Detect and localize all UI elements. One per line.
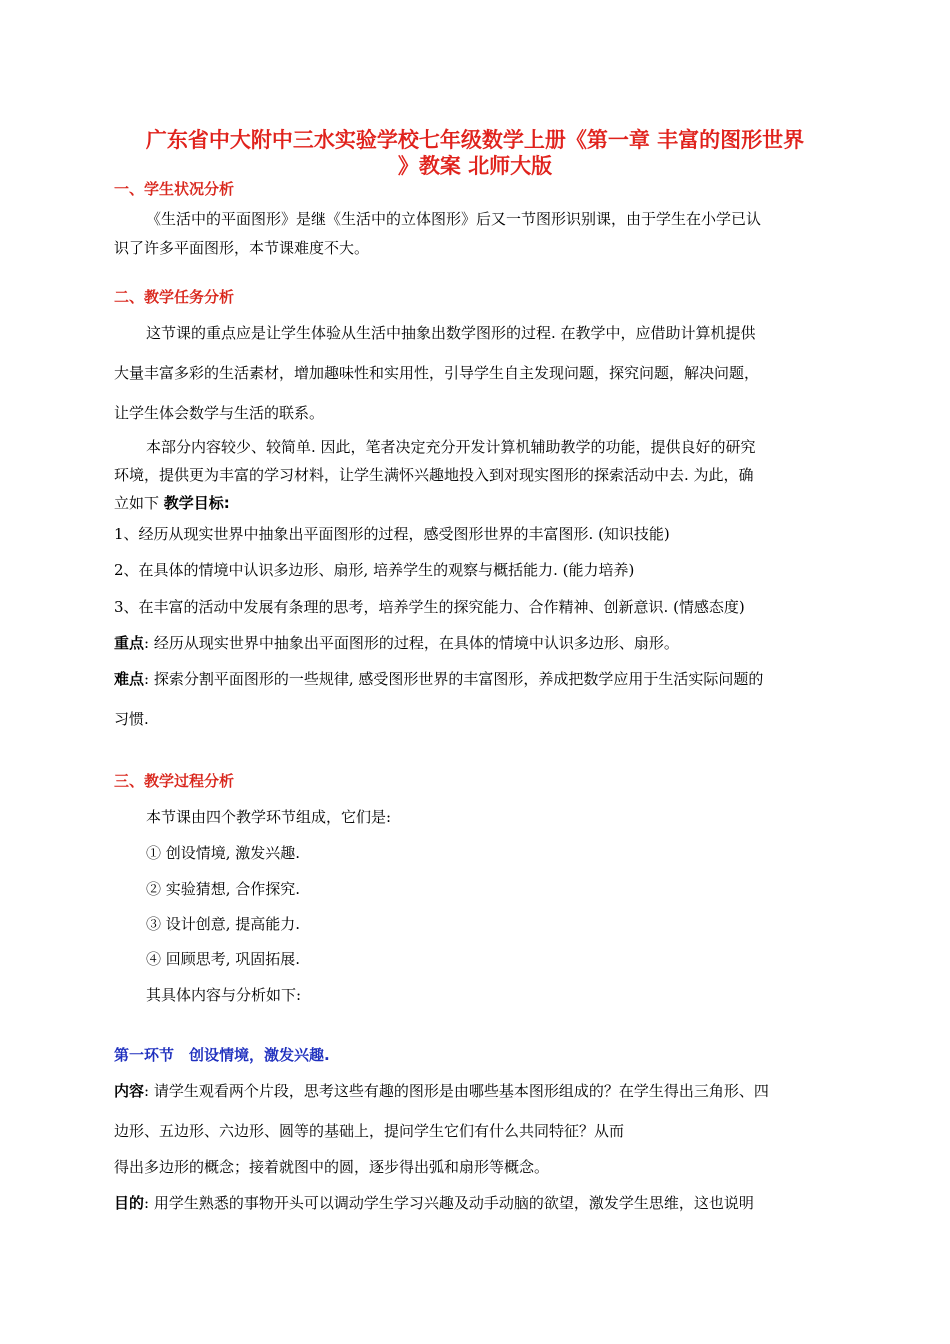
section-heading-process-analysis: 三、教学过程分析	[114, 772, 235, 790]
key-point-text: : 经历从现实世界中抽象出平面图形的过程，在具体的情境中认识多边形、扇形。	[144, 634, 679, 652]
paragraph-fragment: 立如下	[114, 494, 160, 512]
goal-item: 2、在具体的情境中认识多边形、扇形, 培养学生的观察与概括能力. (能力培养)	[114, 561, 635, 579]
step-item: ② 实验猜想, 合作探究.	[146, 880, 301, 898]
section-heading-student-analysis: 一、学生状况分析	[114, 180, 235, 198]
paragraph-line-goals-intro	[114, 492, 230, 513]
paragraph-line: 其具体内容与分析如下:	[146, 986, 302, 1004]
paragraph-line: 本节课由四个教学环节组成，它们是:	[146, 808, 392, 826]
paragraph-line: 让学生体会数学与生活的联系。	[114, 404, 325, 422]
section-heading-task-analysis: 二、教学任务分析	[114, 288, 235, 306]
goal-item: 1、经历从现实世界中抽象出平面图形的过程，感受图形世界的丰富图形. (知识技能)	[114, 525, 670, 543]
content-line	[114, 1080, 769, 1101]
step-item: ③ 设计创意, 提高能力.	[146, 915, 301, 933]
content-label: 内容	[114, 1082, 145, 1100]
content-line: 得出多边形的概念；接着就图中的圆，逐步得出弧和扇形等概念。	[114, 1158, 550, 1176]
step-item: ① 创设情境, 激发兴趣.	[146, 844, 301, 862]
document-title-line-1: 广东省中大附中三水实验学校七年级数学上册《第一章 丰富的图形世界	[145, 128, 805, 152]
key-point-line	[114, 632, 679, 653]
document-title-line-2: 》教案 北师大版	[397, 154, 553, 178]
goal-item: 3、在丰富的活动中发展有条理的思考，培养学生的探究能力、合作精神、创新意识. (情感态度)	[114, 598, 745, 616]
teaching-goals-label: 教学目标:	[163, 494, 230, 512]
content-text: : 请学生观看两个片段，思考这些有趣的图形是由哪些基本图形组成的？在学生得出三角形、四	[144, 1082, 769, 1100]
difficulty-line	[114, 668, 763, 689]
difficulty-line-cont: 习惯.	[114, 710, 149, 728]
stage-heading: 第一环节 创设情境，激发兴趣.	[114, 1046, 330, 1064]
paragraph-line: 大量丰富多彩的生活素材，增加趣味性和实用性，引导学生自主发现问题，探究问题，解决问题，	[114, 364, 760, 382]
paragraph-line: 识了许多平面图形，本节课难度不大。	[114, 239, 370, 257]
difficulty-label: 难点	[114, 670, 145, 688]
goal-line	[114, 1192, 754, 1213]
content-line: 边形、五边形、六边形、圆等的基础上，提问学生它们有什么共同特征？从而	[114, 1122, 625, 1140]
paragraph-line: 《生活中的平面图形》是继《生活中的立体图形》后又一节图形识别课，由于学生在小学已认	[146, 210, 762, 228]
paragraph-line: 这节课的重点应是让学生体验从生活中抽象出数学图形的过程. 在教学中，应借助计算机提供	[146, 324, 756, 342]
difficulty-text: : 探索分割平面图形的一些规律, 感受图形世界的丰富图形，养成把数学应用于生活实际问题的	[144, 670, 764, 688]
step-item: ④ 回顾思考, 巩固拓展.	[146, 950, 301, 968]
goal-label: 目的	[114, 1194, 145, 1212]
paragraph-line: 环境，提供更为丰富的学习材料，让学生满怀兴趣地投入到对现实图形的探索活动中去. 为此，确	[114, 466, 754, 484]
paragraph-line: 本部分内容较少、较简单. 因此，笔者决定充分开发计算机辅助教学的功能，提供良好的研究	[146, 438, 756, 456]
key-point-label: 重点	[114, 634, 145, 652]
goal-text: : 用学生熟悉的事物开头可以调动学生学习兴趣及动手动脑的欲望，激发学生思维，这也说明	[144, 1194, 754, 1212]
